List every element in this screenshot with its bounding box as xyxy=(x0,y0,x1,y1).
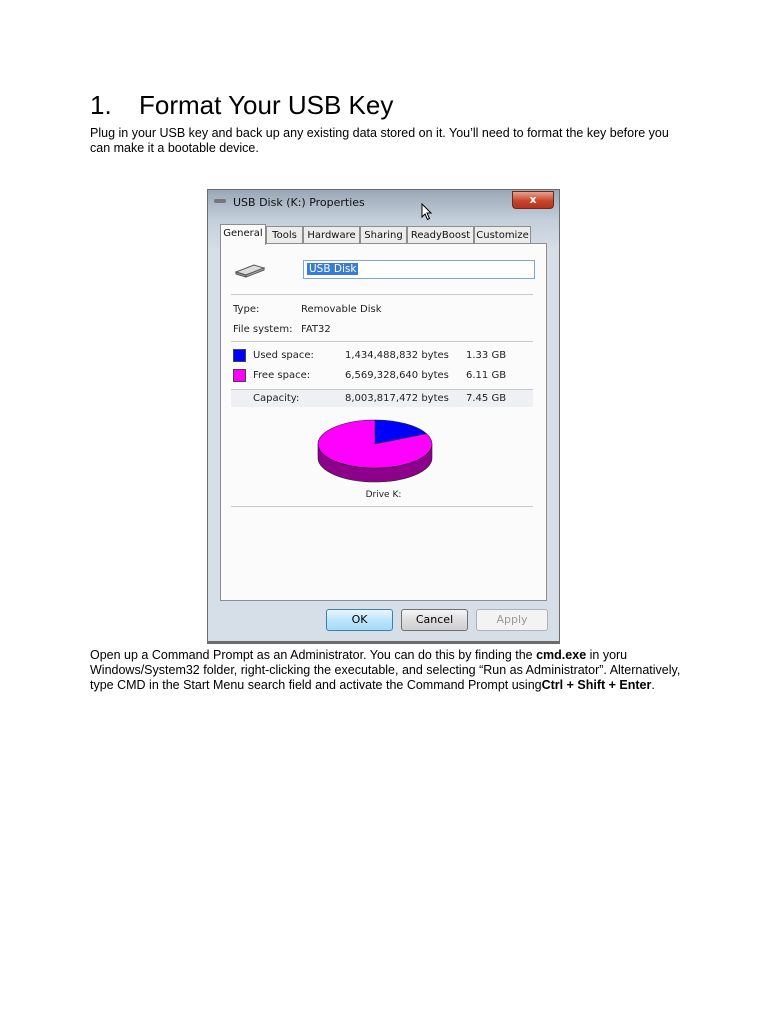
instructions-text-1: Open up a Command Prompt as an Administrator. You can do this by finding the xyxy=(90,648,537,662)
properties-dialog-screenshot xyxy=(207,189,560,644)
general-tab-panel xyxy=(220,243,547,601)
divider xyxy=(231,341,533,342)
tab-readyboost[interactable]: ReadyBoost xyxy=(407,226,474,243)
cmd-exe-bold: cmd.exe xyxy=(536,648,587,662)
heading-number: 1. xyxy=(90,90,112,120)
capacity-gb: 7.45 GB xyxy=(466,393,507,404)
instructions-text-2: in yoru Windows/System32 folder, right-clicking the executable, and selecting “Run as Administrator”. Alternatively, type CMD in the Start Menu search field and activate the Command Prompt using xyxy=(90,648,681,692)
file-system-label: File system: xyxy=(233,324,293,335)
drive-name-value: USB Disk xyxy=(309,263,357,275)
used-space-gb: 1.33 GB xyxy=(466,350,507,361)
drive-small-icon xyxy=(214,199,226,203)
drive-name-input[interactable] xyxy=(303,260,535,279)
heading-text: Format Your USB Key xyxy=(139,90,394,120)
dialog-frame xyxy=(208,190,559,641)
type-value: Removable Disk xyxy=(301,304,382,315)
instructions-text-3: . xyxy=(651,678,655,692)
type-label: Type: xyxy=(233,304,260,315)
shortcut-bold: Ctrl + Shift + Enter xyxy=(541,678,652,692)
dialog-titlebar xyxy=(208,190,559,216)
dialog-title: USB Disk (K:) Properties xyxy=(233,196,365,209)
divider xyxy=(231,294,533,295)
free-space-gb: 6.11 GB xyxy=(466,370,507,381)
drive-label: Drive K: xyxy=(365,490,402,500)
free-space-label: Free space: xyxy=(253,370,311,381)
capacity-bytes: 8,003,817,472 bytes xyxy=(345,393,449,404)
used-space-swatch xyxy=(233,349,246,362)
divider xyxy=(231,506,533,507)
free-space-swatch xyxy=(233,369,246,382)
close-button[interactable]: x xyxy=(512,191,554,209)
capacity-label: Capacity: xyxy=(253,393,300,404)
tab-tools[interactable]: Tools xyxy=(266,226,303,243)
tab-customize[interactable]: Customize xyxy=(474,226,531,243)
disk-usage-pie-chart xyxy=(317,416,447,486)
mouse-cursor-icon xyxy=(421,203,433,221)
intro-paragraph: Plug in your USB key and back up any existing data stored on it. You’ll need to format the key before you can make it a bootable device. xyxy=(90,126,669,155)
free-space-bytes: 6,569,328,640 bytes xyxy=(345,370,449,381)
section-heading xyxy=(90,90,393,121)
cancel-button[interactable]: Cancel xyxy=(401,609,468,631)
usb-drive-icon xyxy=(234,262,266,278)
used-space-label: Used space: xyxy=(253,350,314,361)
ok-button[interactable]: OK xyxy=(326,609,393,631)
instructions-paragraph xyxy=(90,648,690,693)
used-space-bytes: 1,434,488,832 bytes xyxy=(345,350,449,361)
tab-general[interactable]: General xyxy=(220,224,266,245)
tab-sharing[interactable]: Sharing xyxy=(360,226,407,243)
file-system-value: FAT32 xyxy=(301,324,331,335)
apply-button[interactable]: Apply xyxy=(476,609,548,631)
tab-hardware[interactable]: Hardware xyxy=(303,226,360,243)
